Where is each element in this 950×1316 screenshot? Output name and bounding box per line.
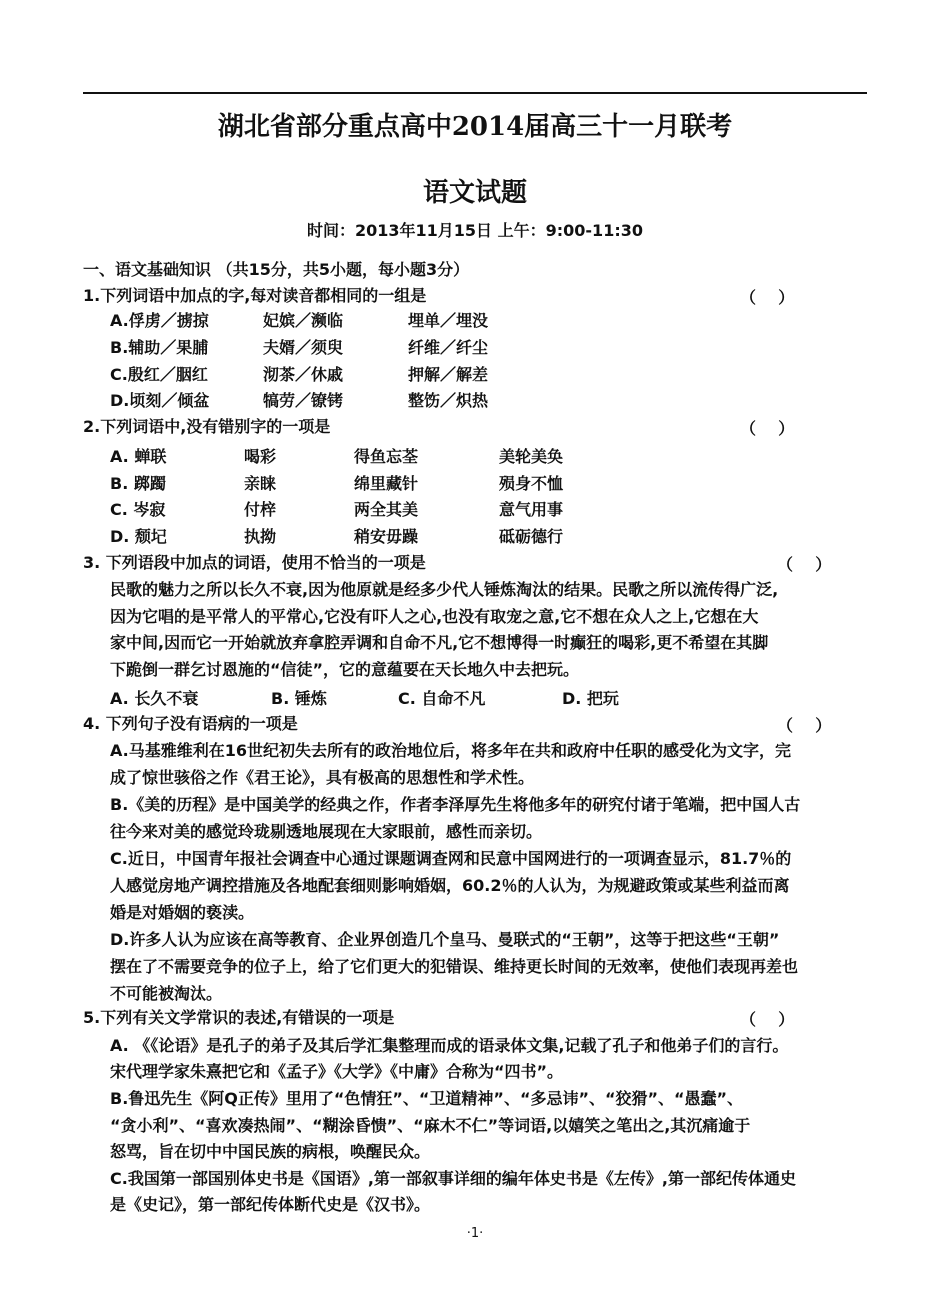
answer-bracket-3: （ ） <box>777 555 832 574</box>
q1-option-d-2: 犒劳／镣铐 <box>263 391 344 410</box>
q3-option-c: C. 自命不凡 <box>398 689 486 708</box>
q2-option-a-2: 喝彩 <box>244 447 277 466</box>
q2-option-c-4: 意气用事 <box>499 500 564 519</box>
q1-option-c-3: 押解／解差 <box>408 365 489 384</box>
q3-passage-line: 民歌的魅力之所以长久不衰,因为他原就是经多少代人锤炼淘汰的结果。民歌之所以流传得广泛, <box>110 580 779 599</box>
question-5-stem: 5.下列有关文学常识的表述,有错误的一项是 <box>83 1008 395 1027</box>
q4-option-line: B.《美的历程》是中国美学的经典之作，作者李泽厚先生将他多年的研究付诸于笔端，把中国人古 <box>110 795 801 814</box>
question-3-stem: 3. 下列语段中加点的词语，使用不恰当的一项是 <box>83 553 426 572</box>
q2-option-a-1: A. 蝉联 <box>110 447 167 466</box>
q2-option-c-2: 付梓 <box>244 500 277 519</box>
q4-option-line: 不可能被淘汰。 <box>110 984 223 1003</box>
q1-option-b-1: B.辅助／果脯 <box>110 338 209 357</box>
q5-option-line: A. 《《论语》是孔子的弟子及其后学汇集整理而成的语录体文集,记载了孔子和他弟子们的言行。 <box>110 1036 789 1055</box>
q2-option-c-1: C. 岑寂 <box>110 500 166 519</box>
top-divider <box>83 92 867 94</box>
q4-option-line: 人感觉房地产调控措施及各地配套细则影响婚姻，60.2％的人认为，为规避政策或某些利益而离 <box>110 876 790 895</box>
q1-option-b-2: 夫婿／须臾 <box>263 338 344 357</box>
q2-option-c-3: 两全其美 <box>354 500 419 519</box>
q3-option-d: D. 把玩 <box>562 689 619 708</box>
q3-passage-line: 因为它唱的是平常人的平常心,它没有吓人之心,也没有取宠之意,它不想在众人之上,它想在大 <box>110 607 759 626</box>
q5-option-line: C.我国第一部国别体史书是《国语》,第一部叙事详细的编年体史书是《左传》,第一部纪传体通史 <box>110 1169 796 1188</box>
exam-time: 时间：2013年11月15日 上午：9:00-11:30 <box>306 221 643 240</box>
q4-option-line: C.近日，中国青年报社会调查中心通过课题调查网和民意中国网进行的一项调查显示，81.7％的 <box>110 849 792 868</box>
page-number: ·1· <box>466 1226 484 1241</box>
q5-option-line: 怒骂，旨在切中中国民族的病根，唤醒民众。 <box>110 1142 431 1161</box>
q4-option-line: D.许多人认为应该在高等教育、企业界创造几个皇马、曼联式的“王朝”，这等于把这些“王朝” <box>110 930 780 949</box>
q5-option-line: 是《史记》，第一部纪传体断代史是《汉书》。 <box>110 1195 431 1214</box>
section-heading: 一、语文基础知识 （共15分，共5小题，每小题3分） <box>83 260 470 279</box>
q3-option-b: B. 锤炼 <box>271 689 327 708</box>
question-2-stem: 2.下列词语中,没有错别字的一项是 <box>83 417 331 436</box>
answer-bracket-1: （ ） <box>740 288 795 307</box>
q2-option-b-2: 亲睐 <box>244 474 277 493</box>
q4-option-line: 往今来对美的感觉玲珑剔透地展现在大家眼前，感性而亲切。 <box>110 822 543 841</box>
q5-option-line: 宋代理学家朱熹把它和《孟子》《大学》《中庸》合称为“四书”。 <box>110 1062 564 1081</box>
q1-option-a-1: A.俘虏／掳掠 <box>110 311 209 330</box>
q2-option-b-3: 绵里藏针 <box>354 474 419 493</box>
question-1-stem: 1.下列词语中加点的字,每对读音都相同的一组是 <box>83 286 427 305</box>
q1-option-a-2: 妃嫔／濒临 <box>263 311 344 330</box>
q3-passage-line: 下跪倒一群乞讨恩施的“信徒”，它的意蕴要在天长地久中去把玩。 <box>110 660 580 679</box>
q4-option-line: 摆在了不需要竞争的位子上，给了它们更大的犯错误、维持更长时间的无效率，使他们表现再差也 <box>110 957 799 976</box>
answer-bracket-2: （ ） <box>740 419 795 438</box>
q1-option-d-1: D.顷刻／倾盆 <box>110 391 210 410</box>
q2-option-a-4: 美轮美奂 <box>499 447 564 466</box>
question-4-stem: 4. 下列句子没有语病的一项是 <box>83 714 298 733</box>
q2-option-b-1: B. 踯躅 <box>110 474 166 493</box>
q5-option-line: B.鲁迅先生《阿Q正传》里用了“色情狂”、“卫道精神”、“多忌讳”、“狡猾”、“愚蠢”、 <box>110 1089 744 1108</box>
q4-option-line: 成了惊世骇俗之作《君王论》，具有极高的思想性和学术性。 <box>110 768 535 787</box>
q4-option-line: 婚是对婚姻的亵渎。 <box>110 903 255 922</box>
q2-option-a-3: 得鱼忘荃 <box>354 447 419 466</box>
q1-option-a-3: 埋单／埋没 <box>408 311 489 330</box>
q3-passage-line: 家中间,因而它一开始就放弃拿腔弄调和自命不凡,它不想博得一时癫狂的喝彩,更不希望在其脚 <box>110 633 769 652</box>
exam-title: 湖北省部分重点高中2014届高三十一月联考 <box>217 112 733 142</box>
exam-subtitle: 语文试题 <box>422 178 527 208</box>
q2-option-d-2: 执拗 <box>244 527 277 546</box>
q1-option-b-3: 纤维／纤尘 <box>408 338 489 357</box>
answer-bracket-5: （ ） <box>740 1010 795 1029</box>
answer-bracket-4: （ ） <box>777 716 832 735</box>
q2-option-d-1: D. 颓圮 <box>110 527 167 546</box>
q1-option-d-3: 整饬／炽热 <box>408 391 489 410</box>
q2-option-d-3: 稍安毋躁 <box>354 527 419 546</box>
q1-option-c-1: C.殷红／胭红 <box>110 365 208 384</box>
q2-option-b-4: 殒身不恤 <box>499 474 564 493</box>
q4-option-line: A.马基雅维利在16世纪初失去所有的政治地位后，将多年在共和政府中任职的感受化为文字，完 <box>110 741 792 760</box>
q3-option-a: A. 长久不衰 <box>110 689 199 708</box>
q5-option-line: “贪小利”、“喜欢凑热闹”、“糊涂昏愦”、“麻木不仁”等词语,以嬉笑之笔出之,其沉痛逾于 <box>110 1116 751 1135</box>
q2-option-d-4: 砥砺德行 <box>499 527 564 546</box>
q1-option-c-2: 沏茶／休戚 <box>263 365 344 384</box>
